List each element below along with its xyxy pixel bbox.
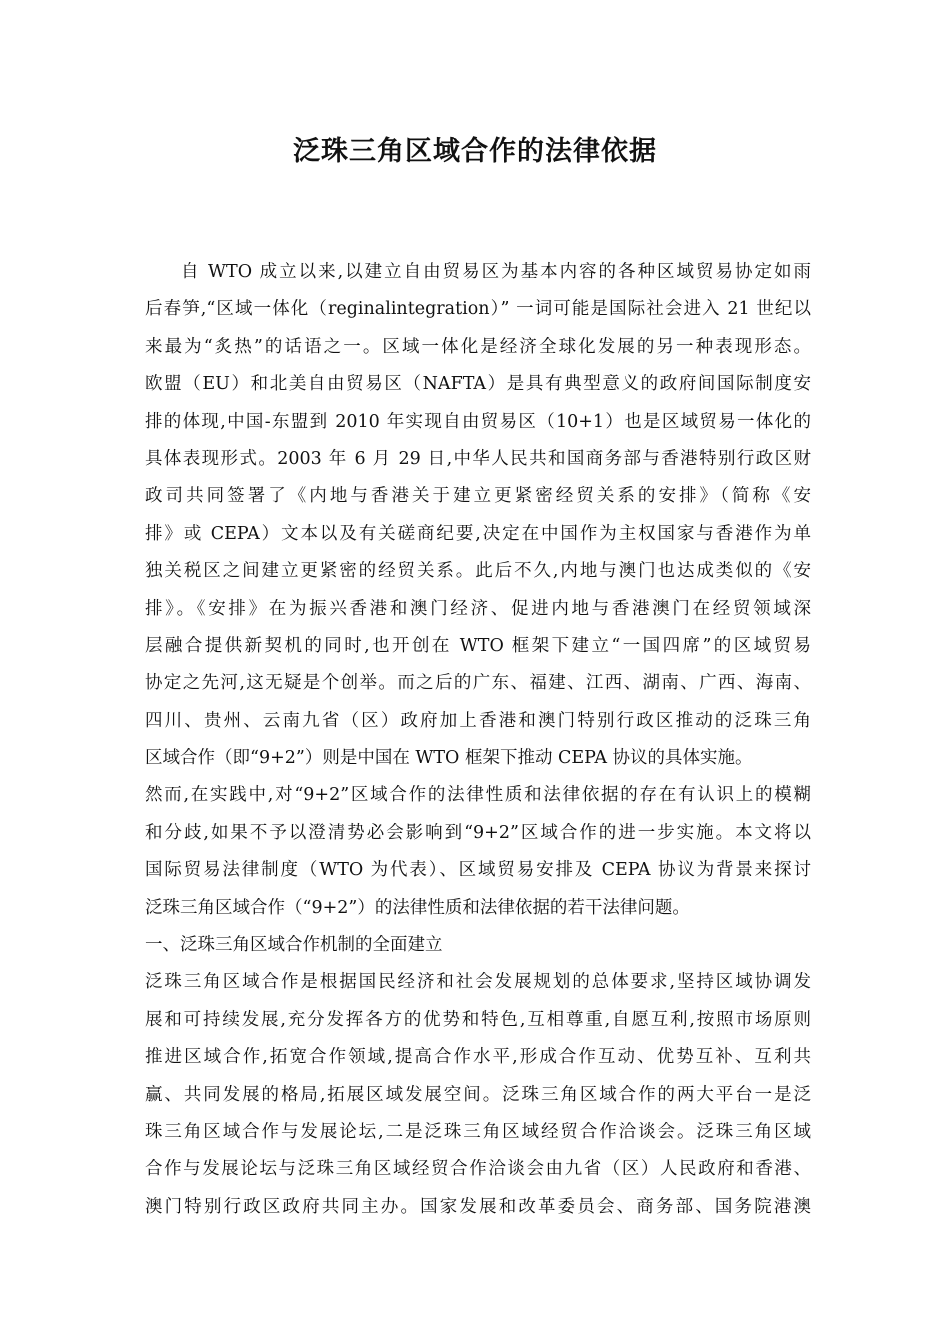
paragraph-line: 珠三角区域合作与发展论坛,二是泛珠三角区域经贸合作洽谈会。泛珠三角区域 — [145, 1121, 811, 1142]
paragraph-line: 四川、贵州、云南九省（区）政府加上香港和澳门特别行政区推动的泛珠三角 — [145, 710, 811, 731]
paragraph-line: 国际贸易法律制度（WTO 为代表）、区域贸易安排及 CEPA 协议为背景来探讨 — [145, 860, 811, 881]
paragraph-line: 政司共同签署了《内地与香港关于建立更紧密经贸关系的安排》（简称《安 — [145, 486, 811, 507]
paragraph-line: 和分歧,如果不予以澄清势必会影响到“9+2”区域合作的进一步实施。本文将以 — [145, 822, 811, 843]
paragraph-line: 排》或 CEPA）文本以及有关磋商纪要,决定在中国作为主权国家与香港作为单 — [145, 523, 811, 544]
paragraph-line: 独关税区之间建立更紧密的经贸关系。此后不久,内地与澳门也达成类似的《安 — [145, 561, 811, 582]
paragraph-line: 赢、共同发展的格局,拓展区域发展空间。泛珠三角区域合作的两大平台一是泛 — [145, 1084, 811, 1105]
paragraph-line: 展和可持续发展,充分发挥各方的优势和特色,互相尊重,自愿互利,按照市场原则 — [145, 1009, 811, 1030]
paragraph-line: 自 WTO 成立以来,以建立自由贸易区为基本内容的各种区域贸易协定如雨 — [181, 262, 811, 282]
paragraph-line: 澳门特别行政区政府共同主办。国家发展和改革委员会、商务部、国务院港澳 — [145, 1196, 811, 1217]
paragraph-line: 泛珠三角区域合作是根据国民经济和社会发展规划的总体要求,坚持区域协调发 — [145, 972, 811, 993]
paragraph-line: 区域合作（即“9+2”）则是中国在 WTO 框架下推动 CEPA 协议的具体实施。 — [145, 748, 753, 769]
paragraph-line: 排的体现,中国-东盟到 2010 年实现自由贸易区（10+1）也是区域贸易一体化的 — [145, 411, 811, 432]
paragraph-line: 泛珠三角区域合作（“9+2”）的法律性质和法律依据的若干法律问题。 — [145, 897, 690, 918]
paragraph-line: 排》。《安排》在为振兴香港和澳门经济、促进内地与香港澳门在经贸领域深 — [145, 598, 811, 619]
paragraph-line: 合作与发展论坛与泛珠三角区域经贸合作洽谈会由九省（区）人民政府和香港、 — [145, 1159, 811, 1180]
document-body — [145, 254, 811, 1226]
paragraph-line: 层融合提供新契机的同时,也开创在 WTO 框架下建立“一国四席”的区域贸易 — [145, 635, 811, 656]
paragraph-line: 来最为“炙热”的话语之一。区域一体化是经济全球化发展的另一种表现形态。 — [145, 336, 811, 357]
paragraph-line: 后春笋,“区域一体化（reginalintegration）” 一词可能是国际社会进入 21 世纪以 — [145, 299, 811, 320]
paragraph-line: 协定之先河,这无疑是个创举。而之后的广东、福建、江西、湖南、广西、海南、 — [145, 673, 811, 694]
section-heading: 一、泛珠三角区域合作机制的全面建立 — [145, 935, 443, 956]
paragraph-line: 推进区域合作,拓宽合作领域,提高合作水平,形成合作互动、优势互补、互利共 — [145, 1047, 811, 1068]
paragraph-line: 欧盟（EU）和北美自由贸易区（NAFTA）是具有典型意义的政府间国际制度安 — [145, 374, 811, 395]
paragraph-line: 具体表现形式。2003 年 6 月 29 日,中华人民共和国商务部与香港特别行政区财 — [145, 448, 811, 469]
paragraph-line: 然而,在实践中,对“9+2”区域合作的法律性质和法律依据的存在有认识上的模糊 — [145, 785, 811, 806]
document-title: 泛珠三角区域合作的法律依据 — [293, 136, 657, 167]
